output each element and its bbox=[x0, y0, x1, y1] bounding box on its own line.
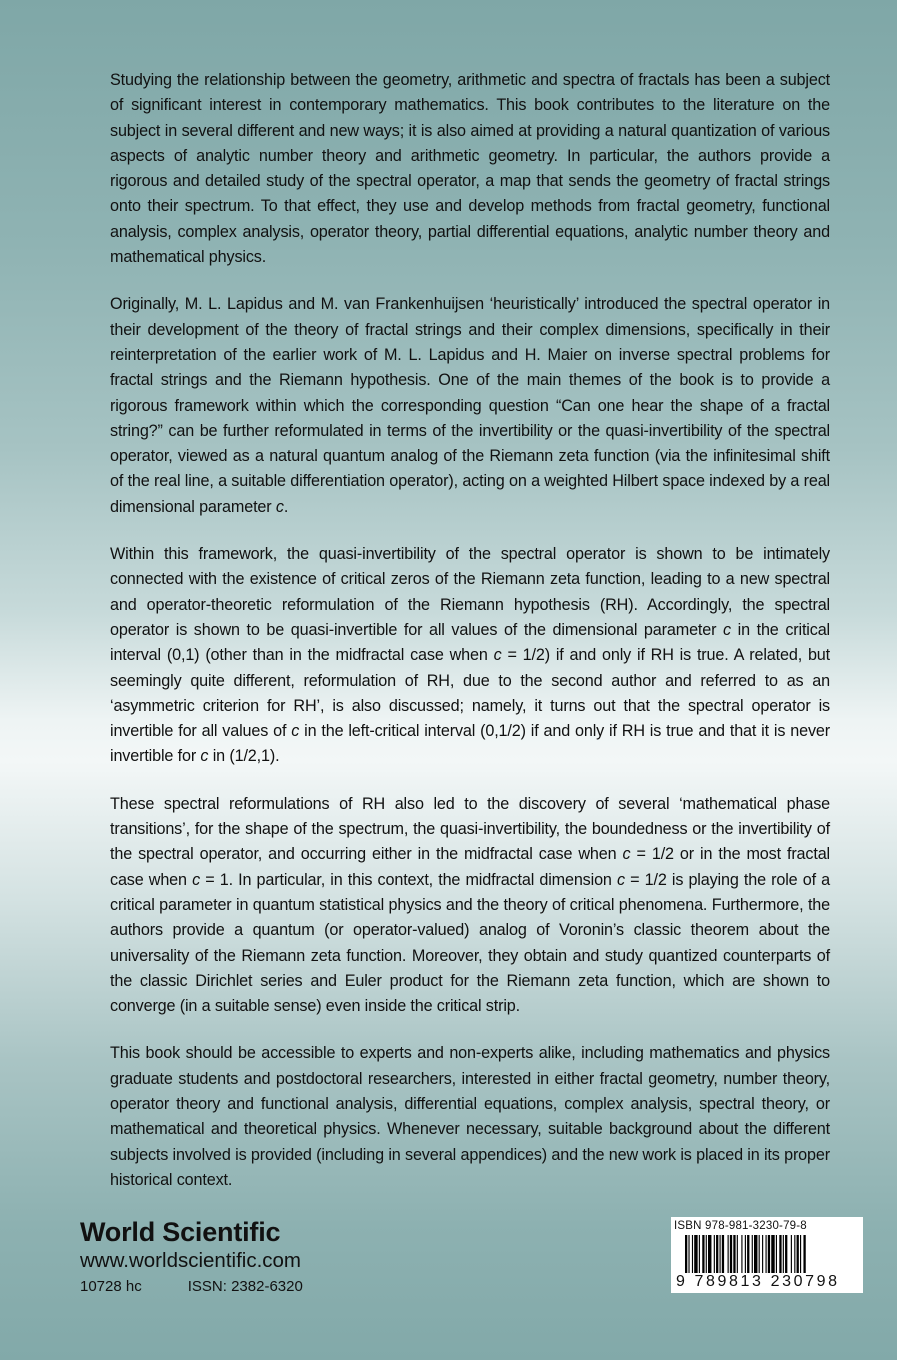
parameter-c: c bbox=[291, 722, 300, 741]
back-cover-blurb bbox=[110, 68, 830, 1215]
barcode-bar bbox=[776, 1235, 777, 1273]
parameter-c: c bbox=[616, 870, 625, 889]
publisher-meta bbox=[80, 1277, 303, 1297]
blurb-paragraph-1: Studying the relationship between the geometry, arithmetic and spectra of fractals has been a subject of significant interest in contemporary mathematics. This book contributes to the literature on the subject in several different and new ways; it is also aimed at providing a natural quantization of various aspects of analytic number theory and arithmetic geometry. In particular, the authors provide a rigorous and detailed study of the spectral operator, a map that sends the geometry of fractal strings onto their spectrum. To that effect, they use and develop methods from fractal geometry, functional analysis, complex analysis, operator theory, partial differential equations, analytic number theory and mathematical physics. bbox=[110, 71, 830, 267]
publisher-block bbox=[80, 1216, 303, 1297]
blurb-paragraph-5: This book should be accessible to experts and non-experts alike, including mathematics and physics graduate students and postdoctoral researchers, interested in either fractal geometry, number theory, operator theory and functional analysis, differential equations, complex analysis, spectral theory, or mathematical and theoretical physics. Whenever necessary, suitable background about the different subjects involved is provided (including in several appendices) and the new work is placed in its proper historical context. bbox=[110, 1044, 830, 1189]
series-issn: ISSN: 2382-6320 bbox=[187, 1278, 303, 1295]
barcode-bar bbox=[714, 1235, 715, 1273]
barcode-digits: 9 789813 230798 bbox=[676, 1273, 840, 1290]
barcode-bar bbox=[692, 1235, 693, 1273]
barcode-panel bbox=[671, 1217, 863, 1293]
parameter-c: c bbox=[275, 497, 284, 516]
barcode-bar bbox=[737, 1235, 738, 1273]
parameter-c: c bbox=[493, 646, 502, 665]
barcode-bar bbox=[685, 1235, 687, 1273]
barcode-bar bbox=[688, 1235, 689, 1273]
parameter-c: c bbox=[200, 747, 209, 766]
barcode-bar bbox=[702, 1235, 704, 1273]
barcode-bar bbox=[754, 1235, 757, 1273]
barcode-bar bbox=[779, 1235, 781, 1273]
barcode-bar bbox=[797, 1235, 799, 1273]
barcode-bar bbox=[783, 1235, 784, 1273]
barcode-bar bbox=[694, 1235, 697, 1273]
barcode-bar bbox=[766, 1235, 767, 1273]
barcode-bar bbox=[722, 1235, 724, 1273]
barcode-bar bbox=[747, 1235, 749, 1273]
barcode-icon bbox=[671, 1235, 863, 1275]
catalog-code: 10728 hc bbox=[80, 1278, 142, 1295]
barcode-bar bbox=[733, 1235, 735, 1273]
barcode-bar bbox=[803, 1235, 805, 1273]
barcode-bar bbox=[720, 1235, 721, 1273]
barcode-bar bbox=[728, 1235, 729, 1273]
barcode-bar bbox=[771, 1235, 774, 1273]
barcode-bar bbox=[716, 1235, 718, 1273]
parameter-c: c bbox=[192, 870, 201, 889]
barcode-bar bbox=[708, 1235, 711, 1273]
blurb-paragraph-2: Originally, M. L. Lapidus and M. van Frankenhuijsen ‘heuristically’ introduced the spectral operator in their development of the theory of fractal strings and their complex dimensions, specifically in their reinterpretation of the earlier work of M. L. Lapidus and H. Maier on inverse spectral problems for fractal strings and the Riemann hypothesis. One of the main themes of the book is to provide a rigorous framework within which the corresponding question “Can one hear the shape of a fractal string?” can be further reformulated in terms of the invertibility or the quasi-invertibility of the spectral operator, viewed as a natural quantum analog of the Riemann zeta function (via the infinitesimal shift of the real line, a suitable differentiation operator), acting on a weighted Hilbert space indexed by a real dimensional parameter c. bbox=[110, 295, 830, 516]
publisher-name: World Scientific bbox=[80, 1217, 281, 1247]
barcode-bar bbox=[741, 1235, 742, 1273]
isbn-label: ISBN 978-981-3230-79-8 bbox=[674, 1220, 807, 1232]
publisher-url[interactable]: www.worldscientific.com bbox=[80, 1249, 301, 1272]
barcode-bar bbox=[699, 1235, 700, 1273]
barcode-bar bbox=[706, 1235, 707, 1273]
barcode-bar bbox=[800, 1235, 801, 1273]
barcode-bar bbox=[794, 1235, 795, 1273]
parameter-c: c bbox=[723, 620, 731, 639]
barcode-bar bbox=[768, 1235, 770, 1273]
barcode-bar bbox=[762, 1235, 763, 1273]
barcode-bar bbox=[752, 1235, 753, 1273]
barcode-bar bbox=[791, 1235, 792, 1273]
blurb-paragraph-4: These spectral reformulations of RH also led to the discovery of several ‘mathematical phase transitions’, for the shape of the spectrum, the quasi-invertibility, the boundedness or the invertibility of the spectral operator, and occurring either in the midfractal case when c = 1/2 or in the most fractal case when c = 1. In particular, in this context, the midfractal dimension c = 1/2 is playing the role of a critical parameter in quantum statistical physics and the theory of critical phenomena. Furthermore, the authors provide a quantum (or operator-valued) analog of Voronin’s classic theorem about the universality of the Riemann zeta function. Moreover, they obtain and study quantized counterparts of the classic Dirichlet series and Euler product for the Riemann zeta function, which are shown to converge (in a suitable sense) even inside the critical strip. bbox=[110, 794, 830, 1016]
parameter-c: c bbox=[622, 845, 631, 864]
barcode-bar bbox=[759, 1235, 760, 1273]
barcode-bar bbox=[730, 1235, 732, 1273]
barcode-bar bbox=[745, 1235, 746, 1273]
barcode-bar bbox=[785, 1235, 787, 1273]
blurb-paragraph-3: Within this framework, the quasi-invertibility of the spectral operator is shown to be intimately connected with the existence of critical zeros of the Riemann zeta function, leading to a new spectral and operator-theoretic reformulation of the Riemann hypothesis (RH). Accordingly, the spectral operator is shown to be quasi-invertible for all values of the dimensional parameter c in the critical interval (0,1) (other than in the midfractal case when c = 1/2) if and only if RH is true. A related, but seemingly quite different, reformulation of RH, due to the second author and referred to as an ‘asymmetric criterion for RH’, is also discussed; namely, it turns out that the spectral operator is invertible for all values of c in the left-critical interval (0,1/2) if and only if RH is true and that it is never invertible for c in (1/2,1). bbox=[110, 545, 830, 766]
